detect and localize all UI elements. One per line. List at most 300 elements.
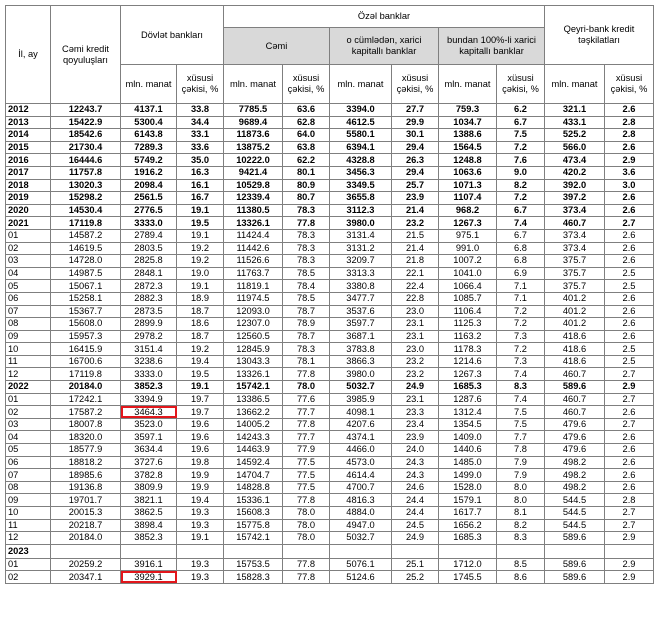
private-mln-cell: 13326.1 [224,368,283,381]
table-row-year [6,204,654,217]
nonbank-mln-cell: 392.0 [545,179,605,192]
table-row [6,229,654,242]
foreign-mln-cell: 3655.8 [330,192,392,205]
nonbank-mln-header: mln. manat [545,65,605,104]
foreign-share-cell: 22.4 [392,280,439,293]
foreign100-mln-cell: 1214.6 [439,355,497,368]
foreign-mln-cell: 4328.8 [330,154,392,167]
private-share-cell: 77.5 [283,456,330,469]
credit-table-body [6,104,654,584]
foreign-mln-cell: 4098.1 [330,406,392,419]
foreign100-share-cell: 8.2 [497,519,545,532]
foreign-share-cell: 24.3 [392,469,439,482]
private-mln-header: mln. manat [224,65,283,104]
table-row-year [6,154,654,167]
private-mln-cell: 11763.7 [224,267,283,280]
table-row [6,305,654,318]
nonbank-share-cell: 2.6 [605,456,654,469]
foreign100-share-cell [497,544,545,558]
foreign-mln-cell: 4947.0 [330,519,392,532]
period-cell: 2021 [6,217,51,230]
private-mln-cell: 14828.8 [224,481,283,494]
state-mln-cell: 6143.8 [121,129,177,142]
foreign100-share-cell: 7.4 [497,368,545,381]
private-mln-cell: 13326.1 [224,217,283,230]
foreign-share-cell: 29.4 [392,166,439,179]
foreign-share-cell: 23.0 [392,305,439,318]
nonbank-mln-cell: 460.7 [545,217,605,230]
private-mln-cell: 13662.2 [224,406,283,419]
nonbank-mln-cell: 566.0 [545,141,605,154]
foreign-100-header: bundan 100%-li xarici kapitallı banklar [439,28,545,65]
period-cell: 07 [6,305,51,318]
private-share-cell: 77.8 [283,368,330,381]
state-share-cell: 16.3 [177,166,224,179]
state-share-cell: 19.1 [177,229,224,242]
total-credit-cell [51,544,121,558]
state-share-cell: 19.1 [177,204,224,217]
private-share-cell: 64.0 [283,129,330,142]
state-mln-cell: 3394.9 [121,393,177,406]
private-mln-cell: 7785.5 [224,104,283,117]
foreign-mln-cell: 4884.0 [330,507,392,520]
private-share-cell: 78.5 [283,267,330,280]
total-credit-cell: 18542.6 [51,129,121,142]
foreign-share-cell: 24.4 [392,507,439,520]
foreign100-share-cell: 7.3 [497,330,545,343]
nonbank-mln-cell: 460.7 [545,393,605,406]
foreign100-mln-cell: 1312.4 [439,406,497,419]
private-share-cell: 78.0 [283,532,330,545]
state-share-cell: 19.0 [177,267,224,280]
state-share-cell: 18.9 [177,292,224,305]
private-mln-cell: 15742.1 [224,381,283,394]
total-credit-cell: 15608.0 [51,318,121,331]
state-mln-cell: 2978.2 [121,330,177,343]
period-cell: 10 [6,507,51,520]
foreign-mln-cell: 4207.6 [330,418,392,431]
state-share-cell: 19.6 [177,431,224,444]
foreign-mln-cell: 4466.0 [330,444,392,457]
foreign-mln-cell: 4573.0 [330,456,392,469]
state-share-cell: 18.6 [177,318,224,331]
private-share-cell: 78.3 [283,255,330,268]
foreign100-mln-cell: 1712.0 [439,558,497,571]
foreign100-mln-cell: 1440.6 [439,444,497,457]
foreign-share-cell: 23.2 [392,217,439,230]
foreign100-share-cell: 8.6 [497,571,545,584]
foreign-mln-cell: 3131.2 [330,242,392,255]
state-share-cell: 19.1 [177,532,224,545]
private-share-cell: 62.2 [283,154,330,167]
state-mln-cell: 3238.6 [121,355,177,368]
private-mln-cell: 13386.5 [224,393,283,406]
foreign100-share-cell: 8.0 [497,481,545,494]
private-share-cell: 78.3 [283,204,330,217]
foreign100-mln-cell: 1485.0 [439,456,497,469]
table-row-year [6,192,654,205]
foreign-share-cell: 24.4 [392,494,439,507]
period-cell: 2014 [6,129,51,142]
private-share-cell: 80.9 [283,179,330,192]
total-credit-cell: 16444.6 [51,154,121,167]
state-mln-cell: 3597.1 [121,431,177,444]
period-cell: 05 [6,280,51,293]
foreign100-share-cell: 7.5 [497,406,545,419]
foreign100-share-cell: 9.0 [497,166,545,179]
nonbank-share-cell: 3.0 [605,179,654,192]
foreign-share-cell [392,544,439,558]
period-cell: 02 [6,406,51,419]
total-credit-cell: 15067.1 [51,280,121,293]
state-banks-header: Dövlət bankları [121,6,224,65]
nonbank-mln-cell: 401.2 [545,318,605,331]
private-mln-cell: 12307.0 [224,318,283,331]
foreign100-mln-header: mln. manat [439,65,497,104]
table-row [6,481,654,494]
private-mln-cell: 15775.8 [224,519,283,532]
foreign-share-cell: 22.8 [392,292,439,305]
table-row [6,431,654,444]
total-credit-cell: 14587.2 [51,229,121,242]
table-row [6,242,654,255]
table-row [6,292,654,305]
total-credit-cell: 15298.2 [51,192,121,205]
foreign-share-cell: 24.5 [392,519,439,532]
nonbank-share-cell: 2.6 [605,318,654,331]
foreign-mln-cell: 3209.7 [330,255,392,268]
nonbank-share-cell: 2.6 [605,204,654,217]
foreign-share-cell: 21.4 [392,204,439,217]
nonbank-mln-cell: 418.6 [545,343,605,356]
table-row [6,318,654,331]
state-share-cell: 19.5 [177,368,224,381]
period-cell: 2015 [6,141,51,154]
foreign100-mln-cell: 1528.0 [439,481,497,494]
total-credit-cell: 15957.3 [51,330,121,343]
private-share-header: xüsusi çəkisi, % [283,65,330,104]
foreign-mln-cell: 3980.0 [330,217,392,230]
state-mln-cell: 2873.5 [121,305,177,318]
table-row [6,267,654,280]
foreign100-share-cell: 8.0 [497,494,545,507]
foreign100-share-cell: 8.3 [497,381,545,394]
total-credit-cell: 15258.1 [51,292,121,305]
foreign100-mln-cell: 1106.4 [439,305,497,318]
nonbank-mln-cell: 498.2 [545,469,605,482]
state-mln-cell: 2825.8 [121,255,177,268]
foreign100-mln-cell: 1617.7 [439,507,497,520]
state-share-cell: 19.4 [177,355,224,368]
private-share-cell: 78.0 [283,507,330,520]
nonbank-share-cell: 2.9 [605,571,654,584]
nonbank-mln-cell: 589.6 [545,532,605,545]
state-share-cell: 19.7 [177,393,224,406]
total-credit-cell: 16700.6 [51,355,121,368]
foreign-share-header: xüsusi çəkisi, % [392,65,439,104]
foreign100-mln-cell: 1354.5 [439,418,497,431]
nonbank-mln-cell: 373.4 [545,204,605,217]
state-mln-cell: 2789.4 [121,229,177,242]
nonbank-share-cell: 3.6 [605,166,654,179]
total-credit-cell: 17119.8 [51,217,121,230]
nonbank-share-cell: 2.8 [605,494,654,507]
foreign100-mln-cell: 1267.3 [439,368,497,381]
nonbank-mln-cell: 373.4 [545,242,605,255]
private-mln-cell: 15608.3 [224,507,283,520]
foreign-mln-cell: 5580.1 [330,129,392,142]
nonbank-mln-cell: 460.7 [545,406,605,419]
state-share-cell: 19.1 [177,280,224,293]
nonbank-share-cell: 2.7 [605,368,654,381]
total-credit-cell: 17242.1 [51,393,121,406]
foreign100-mln-cell: 1287.6 [439,393,497,406]
foreign-mln-cell: 3537.6 [330,305,392,318]
foreign100-share-cell: 6.7 [497,116,545,129]
table-row [6,532,654,545]
state-share-cell: 19.3 [177,519,224,532]
state-mln-cell: 2899.9 [121,318,177,331]
table-row [6,343,654,356]
table-row [6,393,654,406]
private-share-cell: 78.1 [283,355,330,368]
private-mln-cell: 12845.9 [224,343,283,356]
private-mln-cell: 15753.5 [224,558,283,571]
total-credit-cell: 12243.7 [51,104,121,117]
nonbank-mln-cell: 498.2 [545,456,605,469]
table-row [6,507,654,520]
nonbank-mln-cell: 498.2 [545,481,605,494]
table-row [6,368,654,381]
state-mln-cell: 3727.6 [121,456,177,469]
credit-table-container [5,5,654,584]
state-mln-cell: 3852.3 [121,381,177,394]
private-share-cell: 77.8 [283,571,330,584]
nonbank-share-cell: 2.6 [605,444,654,457]
private-share-cell: 78.7 [283,305,330,318]
nonbank-mln-cell: 433.1 [545,116,605,129]
foreign-mln-cell [330,544,392,558]
nonbank-share-cell: 2.6 [605,141,654,154]
period-cell: 03 [6,418,51,431]
total-credit-header: Cəmi kredit qoyuluşları [51,6,121,104]
foreign-mln-cell: 4614.4 [330,469,392,482]
foreign-mln-cell: 3985.9 [330,393,392,406]
state-share-cell: 33.6 [177,141,224,154]
period-cell: 09 [6,330,51,343]
state-share-cell: 19.2 [177,255,224,268]
state-share-cell: 16.7 [177,192,224,205]
nonbank-share-cell: 2.5 [605,280,654,293]
state-mln-cell: 5749.2 [121,154,177,167]
private-mln-cell: 13043.3 [224,355,283,368]
foreign-share-cell: 25.2 [392,571,439,584]
state-share-cell: 19.2 [177,343,224,356]
table-row-year [6,116,654,129]
foreign-mln-cell: 4816.3 [330,494,392,507]
foreign-share-cell: 29.9 [392,116,439,129]
foreign100-mln-cell: 1178.3 [439,343,497,356]
state-mln-cell: 2872.3 [121,280,177,293]
total-credit-cell: 14728.0 [51,255,121,268]
state-mln-cell: 2776.5 [121,204,177,217]
state-share-cell: 35.0 [177,154,224,167]
foreign100-share-cell: 7.2 [497,141,545,154]
table-row-year [6,217,654,230]
private-mln-cell: 11873.6 [224,129,283,142]
private-share-cell: 78.9 [283,318,330,331]
state-share-cell: 19.8 [177,456,224,469]
nonbank-share-cell [605,544,654,558]
private-share-cell: 78.3 [283,242,330,255]
nonbank-share-cell: 2.6 [605,292,654,305]
foreign100-share-cell: 7.2 [497,305,545,318]
foreign100-share-header: xüsusi çəkisi, % [497,65,545,104]
nonbank-mln-cell: 479.6 [545,444,605,457]
foreign100-share-cell: 7.5 [497,418,545,431]
private-share-cell: 77.7 [283,431,330,444]
total-credit-cell: 20218.7 [51,519,121,532]
foreign-mln-cell: 3597.7 [330,318,392,331]
foreign-mln-cell: 3456.3 [330,166,392,179]
foreign-mln-cell: 5076.1 [330,558,392,571]
table-row [6,418,654,431]
nonbank-mln-cell: 418.6 [545,355,605,368]
period-cell: 11 [6,519,51,532]
nonbank-share-cell: 2.9 [605,532,654,545]
period-cell: 05 [6,444,51,457]
private-mln-cell: 9421.4 [224,166,283,179]
foreign-share-cell: 23.9 [392,192,439,205]
nonbank-mln-cell: 397.2 [545,192,605,205]
total-credit-cell: 18007.8 [51,418,121,431]
private-share-cell: 77.8 [283,217,330,230]
nonbank-mln-cell: 544.5 [545,519,605,532]
nonbank-share-cell: 2.6 [605,229,654,242]
private-share-cell: 77.8 [283,418,330,431]
foreign100-share-cell: 7.3 [497,355,545,368]
private-mln-cell: 11974.5 [224,292,283,305]
total-credit-cell: 20347.1 [51,571,121,584]
nonbank-mln-cell: 373.4 [545,229,605,242]
state-mln-cell: 3916.1 [121,558,177,571]
private-share-cell: 80.1 [283,166,330,179]
nonbank-share-cell: 2.6 [605,192,654,205]
nonbank-mln-cell: 544.5 [545,507,605,520]
foreign-mln-cell: 3394.0 [330,104,392,117]
total-credit-cell: 14619.5 [51,242,121,255]
private-mln-cell: 12339.4 [224,192,283,205]
foreign-share-cell: 23.2 [392,355,439,368]
state-share-header: xüsusi çəkisi, % [177,65,224,104]
state-share-cell: 18.7 [177,305,224,318]
foreign100-share-cell: 7.6 [497,154,545,167]
nonbank-mln-cell: 525.2 [545,129,605,142]
state-mln-cell-highlighted: 3464.3 [121,406,177,419]
foreign100-mln-cell: 1163.2 [439,330,497,343]
state-mln-cell: 2882.3 [121,292,177,305]
private-mln-cell: 14704.7 [224,469,283,482]
nonbank-mln-cell: 375.7 [545,267,605,280]
foreign-share-cell: 26.3 [392,154,439,167]
table-row [6,330,654,343]
foreign100-mln-cell: 968.2 [439,204,497,217]
state-mln-cell: 4137.1 [121,104,177,117]
credit-table [5,5,654,584]
foreign100-mln-cell: 991.0 [439,242,497,255]
total-credit-cell: 21730.4 [51,141,121,154]
table-row [6,355,654,368]
period-cell: 01 [6,393,51,406]
private-share-cell: 78.0 [283,519,330,532]
period-cell: 06 [6,456,51,469]
total-credit-cell: 20184.0 [51,381,121,394]
private-share-cell: 78.3 [283,229,330,242]
nonbank-mln-cell: 589.6 [545,381,605,394]
state-mln-cell: 3898.4 [121,519,177,532]
table-row [6,494,654,507]
total-credit-cell: 16415.9 [51,343,121,356]
table-row-year [6,179,654,192]
private-share-cell: 63.6 [283,104,330,117]
foreign100-share-cell: 7.2 [497,318,545,331]
foreign100-share-cell: 6.8 [497,255,545,268]
period-cell: 06 [6,292,51,305]
foreign-mln-cell: 3866.3 [330,355,392,368]
nonbank-mln-cell: 589.6 [545,571,605,584]
table-row [6,558,654,571]
foreign-mln-cell: 3380.8 [330,280,392,293]
total-credit-cell: 18818.2 [51,456,121,469]
state-mln-cell [121,544,177,558]
private-mln-cell: 10222.0 [224,154,283,167]
foreign-share-cell: 23.0 [392,343,439,356]
state-mln-cell: 2848.1 [121,267,177,280]
foreign-share-cell: 24.9 [392,532,439,545]
private-share-cell: 78.4 [283,280,330,293]
period-cell: 12 [6,368,51,381]
foreign100-mln-cell: 1685.3 [439,381,497,394]
foreign100-mln-cell: 1007.2 [439,255,497,268]
period-cell: 01 [6,558,51,571]
nonbank-share-cell: 2.6 [605,330,654,343]
period-cell: 04 [6,431,51,444]
foreign-share-cell: 24.6 [392,481,439,494]
nonbank-share-cell: 2.6 [605,104,654,117]
foreign100-share-cell: 8.5 [497,558,545,571]
foreign100-mln-cell: 1579.1 [439,494,497,507]
period-cell: 11 [6,355,51,368]
foreign100-mln-cell: 759.3 [439,104,497,117]
foreign100-mln-cell: 1041.0 [439,267,497,280]
state-share-cell: 33.8 [177,104,224,117]
period-cell: 01 [6,229,51,242]
total-credit-cell: 19701.7 [51,494,121,507]
nonbank-mln-cell: 375.7 [545,280,605,293]
nonbank-share-cell: 2.7 [605,418,654,431]
period-cell: 09 [6,494,51,507]
nonbank-mln-cell: 375.7 [545,255,605,268]
period-cell: 07 [6,469,51,482]
period-cell: 10 [6,343,51,356]
state-mln-cell: 3852.3 [121,532,177,545]
foreign-share-cell: 23.2 [392,368,439,381]
state-share-cell: 18.7 [177,330,224,343]
private-share-cell: 77.5 [283,469,330,482]
foreign-mln-cell: 3783.8 [330,343,392,356]
total-credit-cell: 14530.4 [51,204,121,217]
private-mln-cell: 14243.3 [224,431,283,444]
